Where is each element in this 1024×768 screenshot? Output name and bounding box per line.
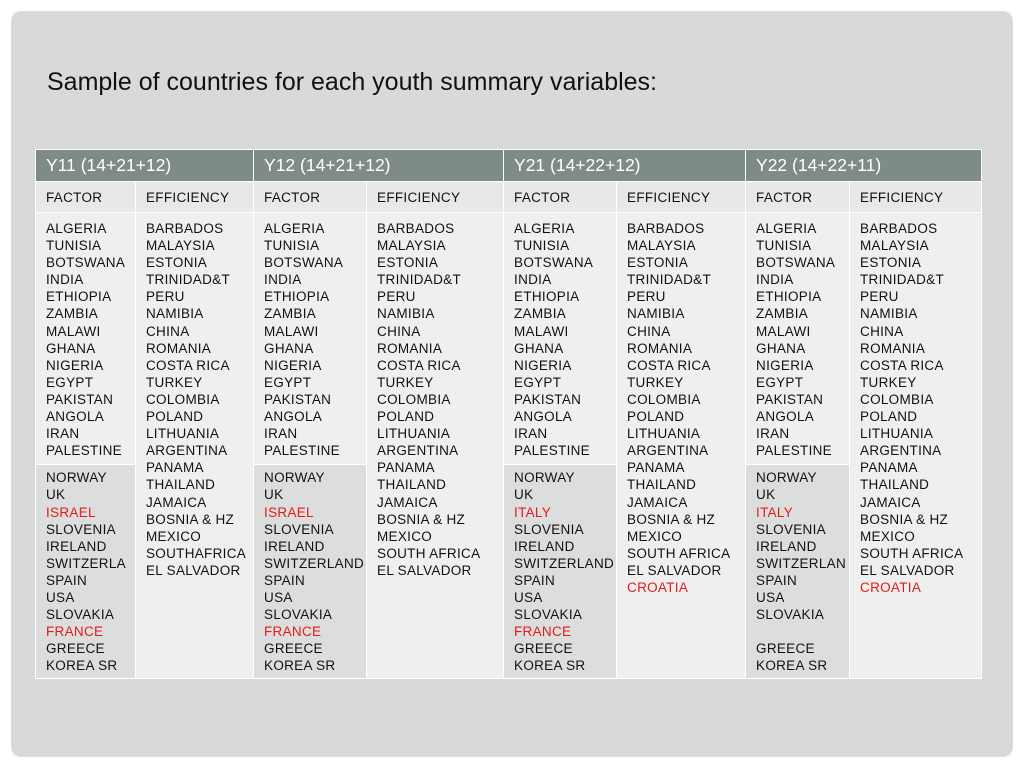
country-name: MEXICO [627,528,683,544]
country-name: SLOVAKIA [46,607,115,623]
country-name: POLAND [627,409,685,425]
country-name: CHINA [860,323,904,339]
country-sample-table [35,149,982,679]
country-name: TURKEY [627,374,684,390]
country-name: PERU [627,289,666,305]
country-name: ANGOLA [264,409,323,425]
country-name: ETHIOPIA [46,289,112,305]
country-name: PALESTINE [514,443,590,459]
country-name: PALESTINE [46,443,122,459]
country-name: BARBADOS [377,221,455,236]
country-name: BOSNIA & HZ [146,511,235,527]
country-name: ALGERIA [46,221,107,236]
subheader-efficiency: EFFICIENCY [367,182,504,213]
column-header-y11: Y11 (14+21+12) [36,150,254,182]
efficiency-cell [367,213,504,679]
country-name: ZAMBIA [264,306,317,322]
country-name: ALGERIA [514,221,575,236]
country-name: USA [756,589,785,605]
country-name: NIGERIA [46,357,104,373]
country-name: MEXICO [146,528,202,544]
country-name: PANAMA [627,460,685,476]
country-name: BARBADOS [146,221,224,236]
country-name: PERU [860,289,899,305]
country-name: ALGERIA [756,221,817,236]
country-name: PAKISTAN [756,391,824,407]
country-name: ETHIOPIA [264,289,330,305]
country-name: NAMIBIA [146,306,204,322]
country-name: INDIA [514,272,552,288]
country-name: COLOMBIA [146,391,220,407]
country-name: ITALY [756,504,794,520]
country-name: SOUTH AFRICA [627,545,731,561]
country-name: TRINIDAD&T [860,272,945,288]
country-name: FRANCE [46,624,104,640]
country-name: EGYPT [514,374,562,390]
slide-title: Sample of countries for each youth summary variables: [47,68,657,96]
country-name: NORWAY [756,470,817,486]
country-name: THAILAND [377,477,447,493]
efficiency-cell [850,213,982,679]
country-name: PAKISTAN [46,391,114,407]
country-name: GHANA [46,340,96,356]
country-name: MALAYSIA [377,238,446,254]
country-name: PANAMA [860,460,918,476]
country-name: COLOMBIA [377,391,451,407]
country-name: TURKEY [146,374,203,390]
country-name: COLOMBIA [860,391,934,407]
subheader-factor: FACTOR [254,182,367,213]
country-name: USA [264,589,293,605]
country-name: ZAMBIA [46,306,99,322]
country-name: BOSNIA & HZ [627,511,716,527]
country-name: TUNISIA [46,238,102,254]
country-name: THAILAND [627,477,697,493]
subheader-factor: FACTOR [36,182,136,213]
country-name: SLOVENIA [264,521,334,537]
country-name: SLOVAKIA [756,607,825,623]
country-name: COSTA RICA [146,357,230,373]
country-name: ESTONIA [860,255,922,271]
country-name: ROMANIA [146,340,212,356]
country-name: KOREA SR [514,658,586,674]
country-name: LITHUANIA [377,426,451,442]
factor-top-list [504,213,616,464]
country-name: FRANCE [264,624,322,640]
country-name: PALESTINE [756,443,832,459]
factor-bottom-list [36,464,135,678]
country-name: MALAYSIA [146,238,215,254]
country-name: IRAN [514,426,548,442]
factor-cell [746,213,850,679]
country-name: SOUTH AFRICA [377,545,481,561]
country-name: EL SALVADOR [627,562,722,578]
country-name: ISRAEL [264,504,314,520]
factor-bottom-list [254,464,366,678]
country-name: KOREA SR [46,658,118,674]
column-header-y12: Y12 (14+21+12) [254,150,504,182]
country-name: MALAYSIA [627,238,696,254]
country-name: UK [46,487,66,503]
country-name: POLAND [146,409,204,425]
efficiency-cell [617,213,746,679]
country-name: MALAWI [756,323,811,339]
factor-bottom-list [504,464,616,678]
country-name: INDIA [46,272,84,288]
country-name: PERU [377,289,416,305]
header-row [36,150,982,182]
country-name: EGYPT [46,374,94,390]
country-name: ROMANIA [627,340,693,356]
country-name: MALAWI [264,323,319,339]
country-name: TUNISIA [514,238,570,254]
country-name: COSTA RICA [860,357,944,373]
country-name [756,623,849,640]
country-list-row [36,213,982,679]
country-name: GREECE [756,641,815,657]
country-name: NAMIBIA [627,306,685,322]
country-name: SLOVAKIA [264,607,333,623]
country-name: CROATIA [860,579,922,595]
country-name: TUNISIA [756,238,812,254]
country-name: GHANA [756,340,806,356]
country-name: THAILAND [146,477,216,493]
country-name: EL SALVADOR [146,562,241,578]
country-name: PAKISTAN [514,391,582,407]
country-name: SLOVENIA [514,521,584,537]
country-name: ROMANIA [860,340,926,356]
subheader-efficiency: EFFICIENCY [617,182,746,213]
country-name: GHANA [264,340,314,356]
subheader-factor: FACTOR [504,182,617,213]
factor-cell [254,213,367,679]
factor-cell [504,213,617,679]
country-name: SLOVAKIA [514,607,583,623]
country-name: ANGOLA [514,409,573,425]
country-name: ARGENTINA [377,443,459,459]
country-name: SWITZERLA [46,555,126,571]
country-name: ETHIOPIA [514,289,580,305]
country-name: EL SALVADOR [377,562,472,578]
country-name: POLAND [377,409,435,425]
country-name: BOTSWANA [514,255,594,271]
country-name: SPAIN [264,572,306,588]
country-name: BOSNIA & HZ [860,511,949,527]
country-name: CROATIA [627,579,689,595]
country-name: SPAIN [756,572,798,588]
country-name: INDIA [756,272,794,288]
country-name: JAMAICA [627,494,688,510]
country-name: IRAN [46,426,80,442]
country-name: MALAWI [46,323,101,339]
country-name: MALAYSIA [860,238,929,254]
country-name: PANAMA [377,460,435,476]
country-name: ESTONIA [377,255,439,271]
country-name: TURKEY [860,374,917,390]
country-name: ITALY [514,504,552,520]
country-name: THAILAND [860,477,930,493]
country-name: COSTA RICA [627,357,711,373]
country-name: ZAMBIA [514,306,567,322]
country-name: MEXICO [377,528,433,544]
country-name: USA [514,589,543,605]
country-name: SPAIN [514,572,556,588]
country-name: JAMAICA [146,494,207,510]
country-name: IRELAND [46,538,107,554]
country-name: EL SALVADOR [860,562,955,578]
country-name: ANGOLA [46,409,105,425]
country-name: ETHIOPIA [756,289,822,305]
country-name: GREECE [264,641,323,657]
factor-top-list [36,213,135,464]
country-name: ARGENTINA [146,443,228,459]
country-name: IRELAND [756,538,817,554]
country-name: PAKISTAN [264,391,332,407]
column-header-y22: Y22 (14+22+11) [746,150,982,182]
factor-bottom-list [746,464,849,678]
subheader-efficiency: EFFICIENCY [850,182,982,213]
country-name: KOREA SR [264,658,336,674]
factor-top-list [746,213,849,464]
country-name: ESTONIA [146,255,208,271]
country-name: NIGERIA [264,357,322,373]
country-name: CHINA [377,323,421,339]
country-name: JAMAICA [860,494,921,510]
country-name: ROMANIA [377,340,443,356]
country-name: SLOVENIA [46,521,116,537]
country-name: TUNISIA [264,238,320,254]
country-name: NORWAY [46,470,107,486]
country-name: NAMIBIA [377,306,435,322]
country-name: LITHUANIA [627,426,701,442]
country-name: UK [514,487,534,503]
country-name: UK [264,487,284,503]
country-name: IRAN [264,426,298,442]
country-name: BARBADOS [860,221,938,236]
country-name: TRINIDAD&T [146,272,230,288]
country-name: GREECE [46,641,105,657]
subheader-factor: FACTOR [746,182,850,213]
country-name: NAMIBIA [860,306,918,322]
country-name: ESTONIA [627,255,689,271]
country-name: BOTSWANA [264,255,344,271]
country-name: TURKEY [377,374,434,390]
country-name: EGYPT [264,374,312,390]
country-name: IRELAND [264,538,325,554]
factor-top-list [254,213,366,464]
country-name: TRINIDAD&T [377,272,462,288]
country-name: GHANA [514,340,564,356]
country-name: NORWAY [514,470,575,486]
country-name: MEXICO [860,528,916,544]
subheader-efficiency: EFFICIENCY [136,182,254,213]
country-name: IRAN [756,426,790,442]
country-name: ZAMBIA [756,306,809,322]
factor-cell [36,213,136,679]
country-name: NORWAY [264,470,325,486]
country-name: ALGERIA [264,221,325,236]
country-name: BOTSWANA [756,255,836,271]
country-name: LITHUANIA [860,426,934,442]
country-name: SOUTHAFRICA [146,545,247,561]
country-name: GREECE [514,641,573,657]
country-name: SLOVENIA [756,521,826,537]
country-name: ARGENTINA [860,443,942,459]
country-name: SWITZERLAN [756,555,847,571]
country-name: ARGENTINA [627,443,709,459]
country-name: TRINIDAD&T [627,272,712,288]
slide-background [11,11,1013,757]
country-name: LITHUANIA [146,426,220,442]
country-name: SPAIN [46,572,88,588]
country-name: UK [756,487,776,503]
country-name: SOUTH AFRICA [860,545,964,561]
country-name: PALESTINE [264,443,340,459]
country-name: IRELAND [514,538,575,554]
country-name: NIGERIA [756,357,814,373]
country-name: BOSNIA & HZ [377,511,466,527]
country-name: POLAND [860,409,918,425]
country-name: ISRAEL [46,504,96,520]
country-name: BARBADOS [627,221,705,236]
efficiency-cell [136,213,254,679]
country-name: SWITZERLAND [264,555,365,571]
country-name: PERU [146,289,185,305]
country-name: EGYPT [756,374,804,390]
country-name: CHINA [146,323,190,339]
subheader-row [36,182,982,213]
country-name: FRANCE [514,624,572,640]
country-name: COSTA RICA [377,357,461,373]
country-name: NIGERIA [514,357,572,373]
country-name: CHINA [627,323,671,339]
country-name: COLOMBIA [627,391,701,407]
country-name: BOTSWANA [46,255,126,271]
column-header-y21: Y21 (14+22+12) [504,150,746,182]
country-name: SWITZERLAND [514,555,615,571]
country-name: INDIA [264,272,302,288]
country-name: JAMAICA [377,494,438,510]
country-name: PANAMA [146,460,204,476]
country-name: MALAWI [514,323,569,339]
country-name: ANGOLA [756,409,815,425]
country-name: USA [46,589,75,605]
country-name: KOREA SR [756,658,828,674]
